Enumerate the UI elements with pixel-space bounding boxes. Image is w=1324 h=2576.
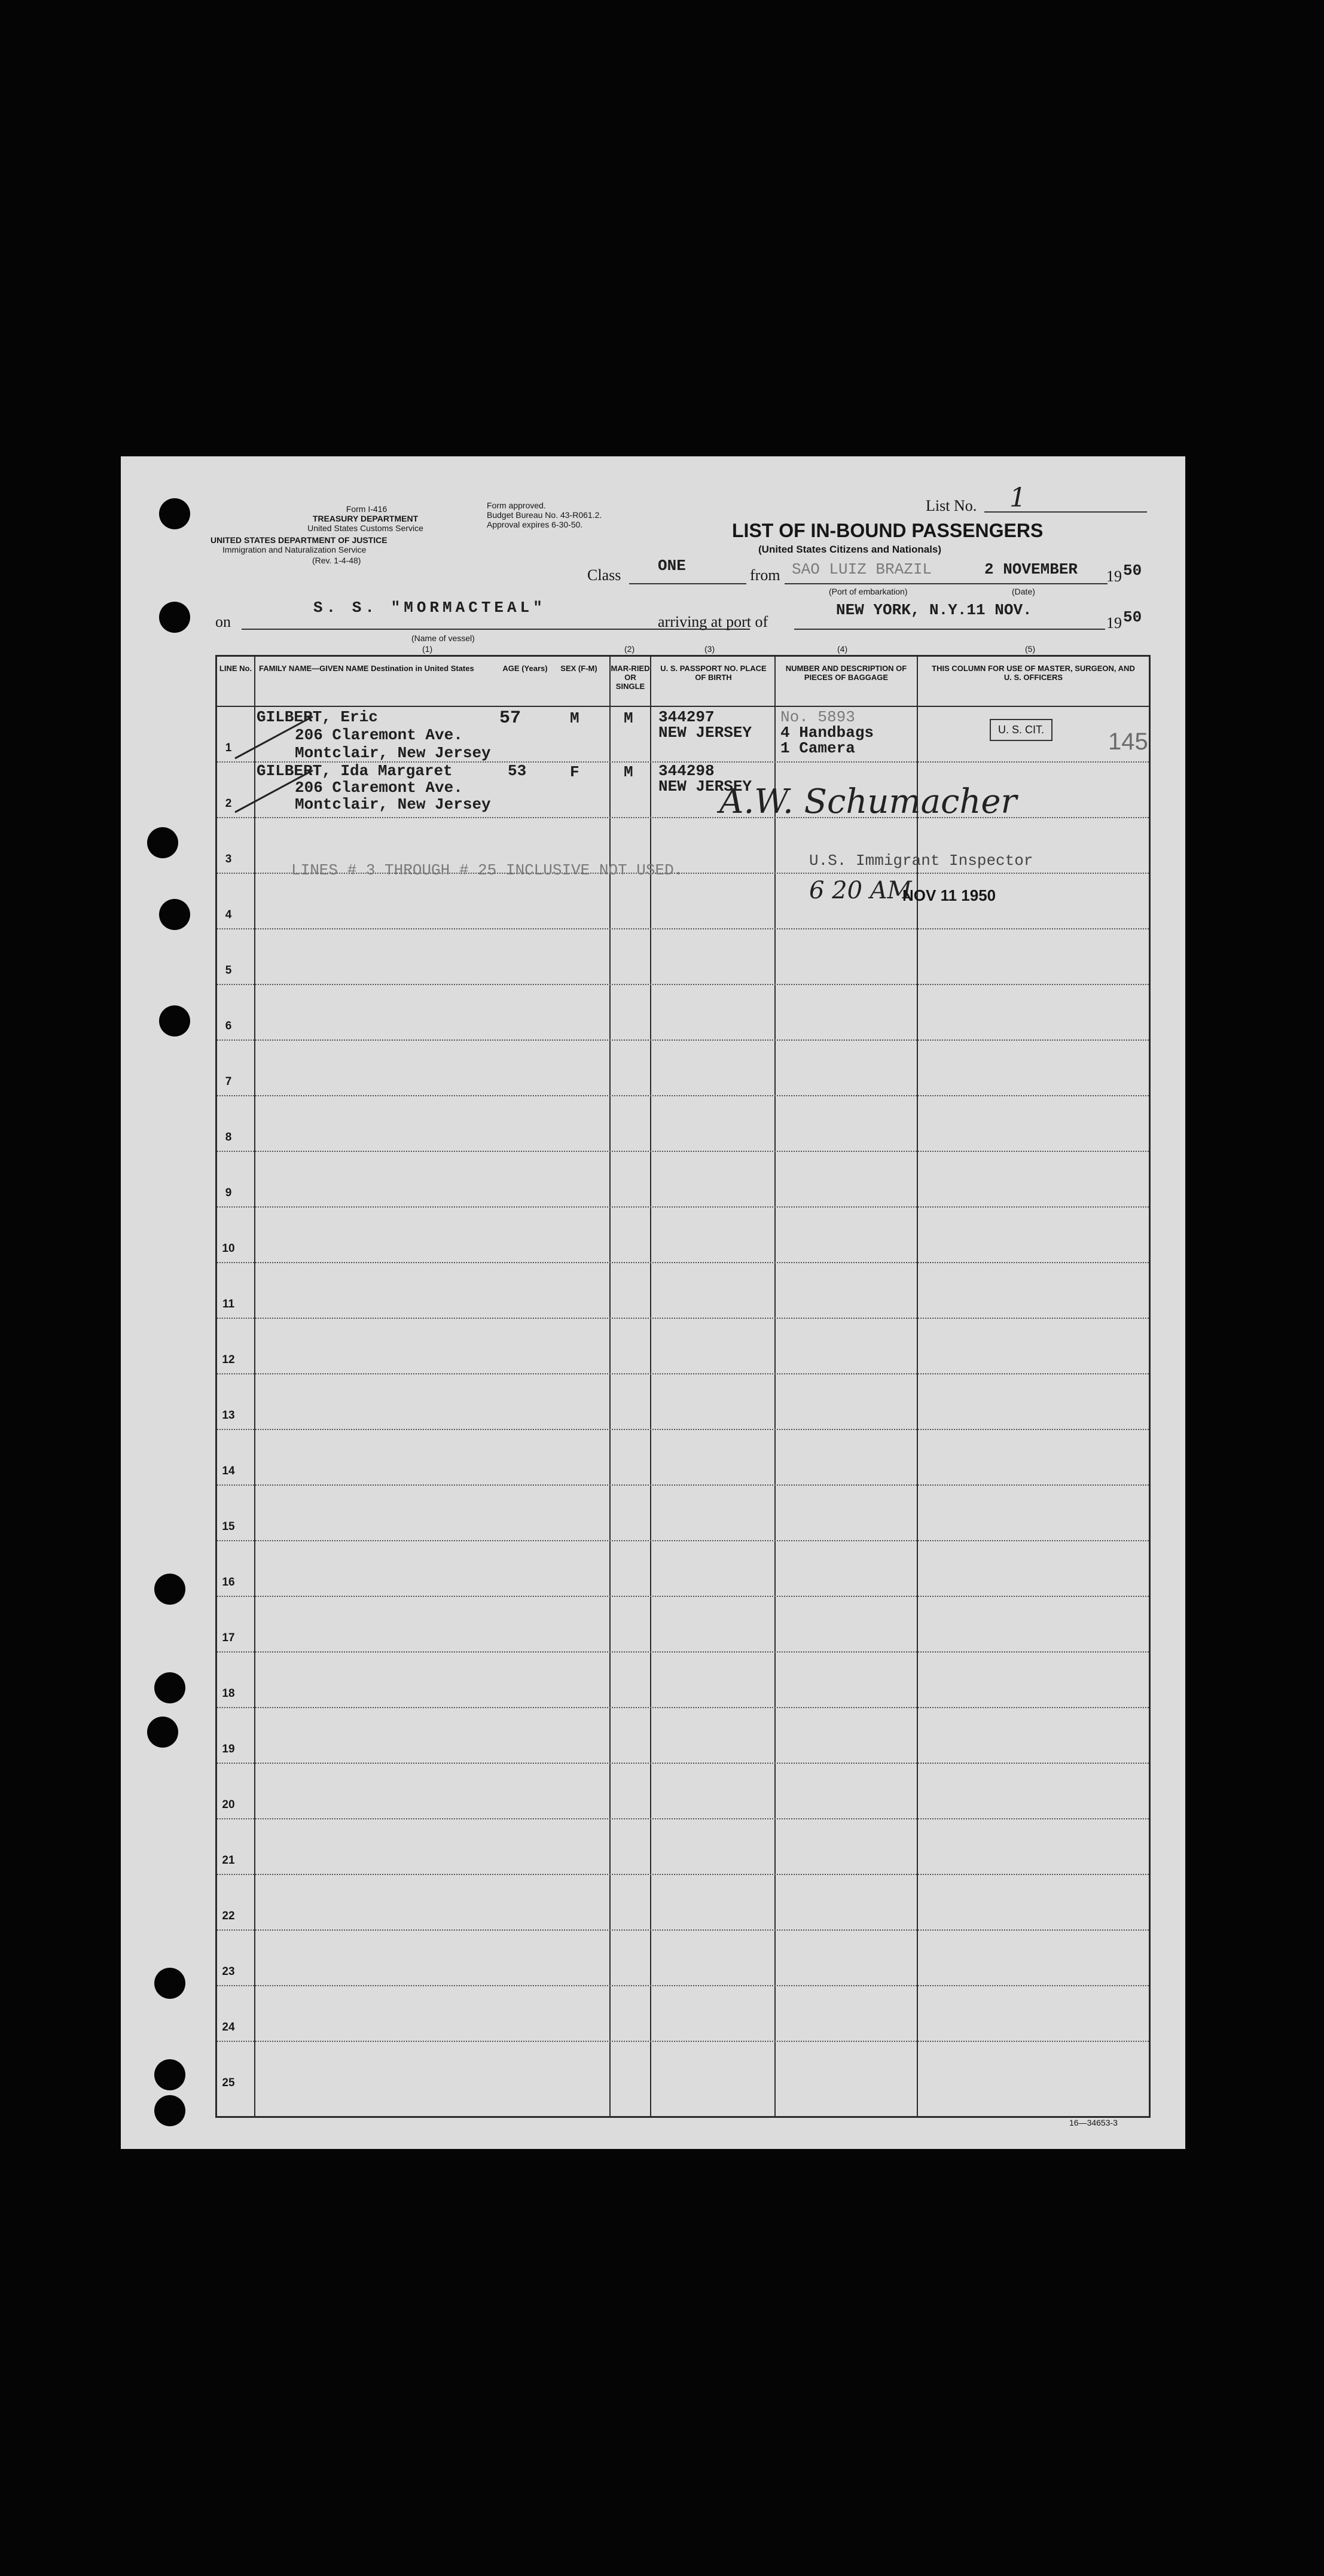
treasury-dept: TREASURY DEPARTMENT (312, 514, 419, 523)
col-num-1: (1) (422, 644, 433, 654)
justice-dept: UNITED STATES DEPARTMENT OF JUSTICE (211, 535, 388, 545)
footer-code: 16—34653-3 (1069, 2118, 1118, 2127)
line-number: 12 (222, 1353, 235, 1366)
passenger-1-bag1: No. 5893 (780, 708, 855, 726)
list-number: 1 (1009, 483, 1026, 513)
passenger-1-sex: M (570, 709, 579, 727)
line-number: 22 (222, 1910, 235, 1922)
row-divider (217, 1763, 1149, 1764)
passenger-1-addr1: 206 Claremont Ave. (295, 726, 463, 744)
col-header-passport: U. S. PASSPORT NO. PLACE OF BIRTH (660, 664, 767, 682)
line-number: 11 (222, 1298, 235, 1310)
passenger-2-addr1: 206 Claremont Ave. (295, 779, 463, 797)
revision: (Rev. 1-4-48) (312, 556, 361, 565)
col-header-baggage: NUMBER AND DESCRIPTION OF PIECES OF BAGGAGE (785, 664, 907, 682)
passenger-1-bag2: 4 Handbags (780, 724, 874, 742)
customs-service: United States Customs Service (307, 523, 423, 533)
list-label: List No. (926, 497, 977, 514)
col-header-officers: THIS COLUMN FOR USE OF MASTER, SURGEON, AND U. S. OFFICERS (932, 664, 1135, 682)
line-number: 6 (225, 1020, 232, 1032)
line-number: 2 (225, 797, 232, 810)
row-divider (217, 1929, 1149, 1931)
line-number: 10 (222, 1242, 235, 1255)
arriving-label: arriving at port of (658, 613, 768, 630)
line-number: 1 (225, 742, 232, 754)
line-number: 24 (222, 2021, 235, 2034)
line-number: 4 (225, 909, 232, 921)
line-number: 9 (225, 1187, 232, 1199)
line-number: 21 (222, 1854, 235, 1867)
col-num-2: (2) (624, 644, 635, 654)
punch-hole (154, 1574, 185, 1605)
row-divider (217, 1651, 1149, 1653)
citizen-stamp: U. S. CIT. (990, 719, 1053, 741)
check-marks (229, 711, 319, 818)
punch-hole (159, 1005, 190, 1037)
on-label: on (215, 613, 231, 630)
row-divider (217, 1373, 1149, 1374)
row-divider (217, 1429, 1149, 1430)
passenger-2-addr2: Montclair, New Jersey (295, 795, 491, 813)
col-header-age: AGE (Years) (502, 664, 548, 673)
line-number: 19 (222, 1743, 235, 1755)
arrival-year-prefix: 19 (1106, 614, 1122, 632)
inspector-signature: A.W. Schumacher (719, 782, 1017, 821)
line-number: 5 (225, 964, 232, 977)
embarkation-port: SAO LUIZ BRAZIL (792, 560, 932, 578)
date-caption: (Date) (1012, 587, 1035, 596)
inspection-date: NOV 11 1950 (902, 886, 996, 904)
passenger-2-birth: NEW JERSEY (658, 778, 752, 795)
form-subtitle: (United States Citizens and Nationals) (758, 544, 942, 555)
row-divider (217, 1874, 1149, 1875)
row-divider (217, 1985, 1149, 1986)
form-number: Form I-416 (346, 504, 388, 514)
arrival-year: 50 (1123, 608, 1142, 626)
passenger-1-bag3: 1 Camera (780, 739, 855, 757)
line-number: 23 (222, 1965, 235, 1978)
approval-line2: Budget Bureau No. 43-R061.2. (487, 510, 602, 520)
row-divider (217, 1818, 1149, 1819)
punch-hole (154, 2095, 185, 2126)
col-header-sex: SEX (F-M) (560, 664, 597, 673)
col-num-4: (4) (837, 644, 848, 654)
line-number: 15 (222, 1520, 235, 1533)
approval-line3: Approval expires 6-30-50. (487, 520, 583, 529)
punch-hole (159, 899, 190, 930)
form-title: LIST OF IN-BOUND PASSENGERS (732, 520, 1044, 541)
immigration-service: Immigration and Naturalization Service (222, 545, 367, 554)
punch-hole (154, 1672, 185, 1703)
line-number: 20 (222, 1798, 235, 1811)
row-divider (217, 1095, 1149, 1096)
passenger-1-passport: 344297 (658, 708, 715, 726)
row-divider (217, 1262, 1149, 1263)
punch-hole (154, 1968, 185, 1999)
passenger-2-age: 53 (508, 762, 527, 780)
col-header-married: MAR-RIED OR SINGLE (611, 664, 650, 691)
vessel-caption: (Name of vessel) (411, 633, 475, 643)
list-underline (984, 511, 1147, 513)
punch-hole (147, 827, 178, 858)
form-page (121, 456, 1185, 2149)
line-number: 16 (222, 1576, 235, 1589)
approval-line1: Form approved. (487, 501, 546, 510)
passenger-2-married: M (624, 763, 633, 781)
inspection-time: 6 20 AM (809, 877, 912, 904)
row-divider (217, 984, 1149, 985)
passenger-1-married: M (624, 709, 633, 727)
passenger-1-addr2: Montclair, New Jersey (295, 744, 491, 762)
passenger-table (215, 655, 1151, 2118)
line-number: 18 (222, 1687, 235, 1700)
lines-unused-note: LINES # 3 THROUGH # 25 INCLUSIVE NOT USED. (291, 861, 684, 879)
line-number: 7 (225, 1075, 232, 1088)
punch-hole (159, 602, 190, 633)
passenger-1-age: 57 (499, 708, 521, 728)
vessel-name: S. S. "MORMACTEAL" (313, 599, 546, 617)
row-divider (217, 2041, 1149, 2042)
arrival-port-date: NEW YORK, N.Y.11 NOV. (836, 601, 1032, 619)
col-num-5: (5) (1025, 644, 1036, 654)
row-divider (217, 1151, 1149, 1152)
departure-year: 50 (1123, 562, 1142, 580)
class-value: ONE (658, 557, 686, 575)
line-number: 3 (225, 853, 232, 865)
passenger-1-name: GILBERT, Eric (257, 708, 378, 726)
row-divider (217, 1540, 1149, 1541)
departure-date: 2 NOVEMBER (984, 560, 1078, 578)
punch-hole (159, 498, 190, 529)
inspector-title: U.S. Immigrant Inspector (809, 852, 1033, 870)
passenger-2-name: GILBERT, Ida Margaret (257, 762, 453, 780)
year-prefix: 19 (1106, 568, 1122, 585)
punch-hole (154, 2059, 185, 2090)
passenger-2-passport: 344298 (658, 762, 715, 780)
row-divider (217, 1318, 1149, 1319)
row-divider (217, 1484, 1149, 1486)
record-count: 145 (1108, 728, 1148, 755)
class-label: Class (587, 566, 621, 584)
port-embark-caption: (Port of embarkation) (829, 587, 908, 596)
punch-hole (147, 1717, 178, 1748)
col-header-name: FAMILY NAME—GIVEN NAME Destination in United States (259, 664, 474, 673)
row-divider (217, 1596, 1149, 1597)
col-num-3: (3) (704, 644, 715, 654)
line-number: 13 (222, 1409, 235, 1422)
col-header-line: LINE No. (219, 664, 252, 673)
row-divider (217, 1206, 1149, 1208)
line-number: 14 (222, 1465, 235, 1477)
passenger-1-birth: NEW JERSEY (658, 724, 752, 742)
passenger-2-sex: F (570, 763, 579, 781)
row-divider (217, 928, 1149, 929)
line-number: 17 (222, 1632, 235, 1644)
line-number: 8 (225, 1131, 232, 1144)
from-label: from (750, 566, 780, 584)
row-divider (217, 1707, 1149, 1708)
line-number: 25 (222, 2077, 235, 2089)
row-divider (217, 1039, 1149, 1041)
